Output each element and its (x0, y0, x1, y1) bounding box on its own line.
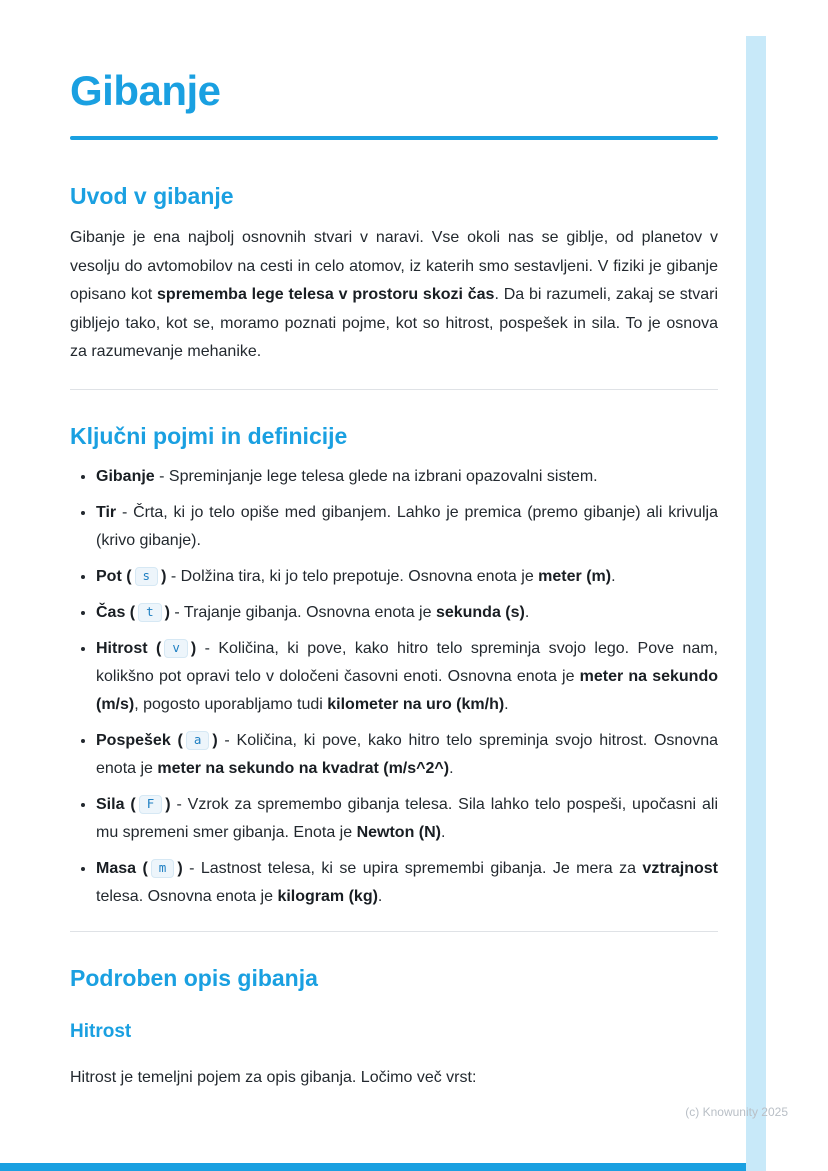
inline-code-symbol: F (139, 795, 163, 815)
details-paragraph: Hitrost je temeljni pojem za opis gibanja. Ločimo več vrst: (70, 1068, 477, 1086)
definitions-list (70, 462, 718, 911)
list-item-sila: • Sila ( F ) - Vzrok za spremembo gibanja telesa. Sila lahko telo pospeši, upočasni ali mu spremeni smer gibanja. Enota je Newton (N). (96, 790, 718, 847)
section-heading-kljucni-pojmi: Ključni pojmi in definicije (70, 422, 348, 449)
intro-paragraph: Gibanje je ena najbolj osnovnih stvari v naravi. Vse okoli nas se giblje, od planetov v vesolju do avtomobilov na cesti in celo atomov, iz katerih smo sestavljeni. V fiziki je gibanje opisano kot sprememba lege telesa v prostoru skozi čas. Da bi razumeli, zakaj se stvari gibljejo tako, kot se, moramo poznati pojme, kot so hitrost, pospešek in sila. To je osnova za razumevanje mehanike. (70, 229, 719, 360)
inline-code-symbol: v (164, 639, 188, 659)
section-divider (70, 389, 718, 390)
inline-code-symbol: a (186, 731, 210, 751)
section-heading-podroben-opis: Podroben opis gibanja (70, 964, 318, 991)
page-title: Gibanje (70, 67, 221, 114)
subsection-heading-hitrost: Hitrost (70, 1020, 132, 1042)
section-heading-uvod: Uvod v gibanje (70, 183, 234, 209)
inline-code-symbol: s (135, 567, 159, 587)
list-item-gibanje: • Gibanje - Spreminjanje lege telesa glede na izbrani opazovalni sistem. (96, 462, 718, 491)
footer-credit: (c) Knowunity 2025 (685, 1105, 788, 1119)
inline-code-symbol: t (138, 603, 162, 623)
list-item-pospesek: • Pospešek ( a ) - Količina, ki pove, kako hitro telo spreminja svojo hitrost. Osnovna enota je meter na sekundo na kvadrat (m/s^2^). (96, 726, 718, 783)
list-item-masa: • Masa ( m ) - Lastnost telesa, ki se upira spremembi gibanja. Je mera za vztrajnost telesa. Osnovna enota je kilogram (kg). (96, 854, 718, 911)
inline-code-symbol: m (151, 859, 175, 879)
list-item-cas: • Čas ( t ) - Trajanje gibanja. Osnovna enota je sekunda (s). (96, 598, 718, 627)
list-item-tir: • Tir - Črta, ki jo telo opiše med gibanjem. Lahko je premica (premo gibanje) ali krivulja (krivo gibanje). (96, 498, 718, 555)
list-item-pot: • Pot ( s ) - Dolžina tira, ki jo telo prepotuje. Osnovna enota je meter (m). (96, 562, 718, 591)
list-item-hitrost: • Hitrost ( v ) - Količina, ki pove, kako hitro telo spreminja svojo lego. Pove nam, kolikšno pot opravi telo v določeni časovni enoti. Osnovna enota je meter na sekundo (m/s), pogosto uporabljamo tudi kilometer na uro (km/h). (96, 634, 718, 719)
page-edge-stripe (746, 36, 766, 1171)
page-bottom-bar (0, 1163, 746, 1171)
title-rule (70, 136, 718, 140)
document-content (70, 0, 718, 1092)
section-divider (70, 931, 718, 932)
